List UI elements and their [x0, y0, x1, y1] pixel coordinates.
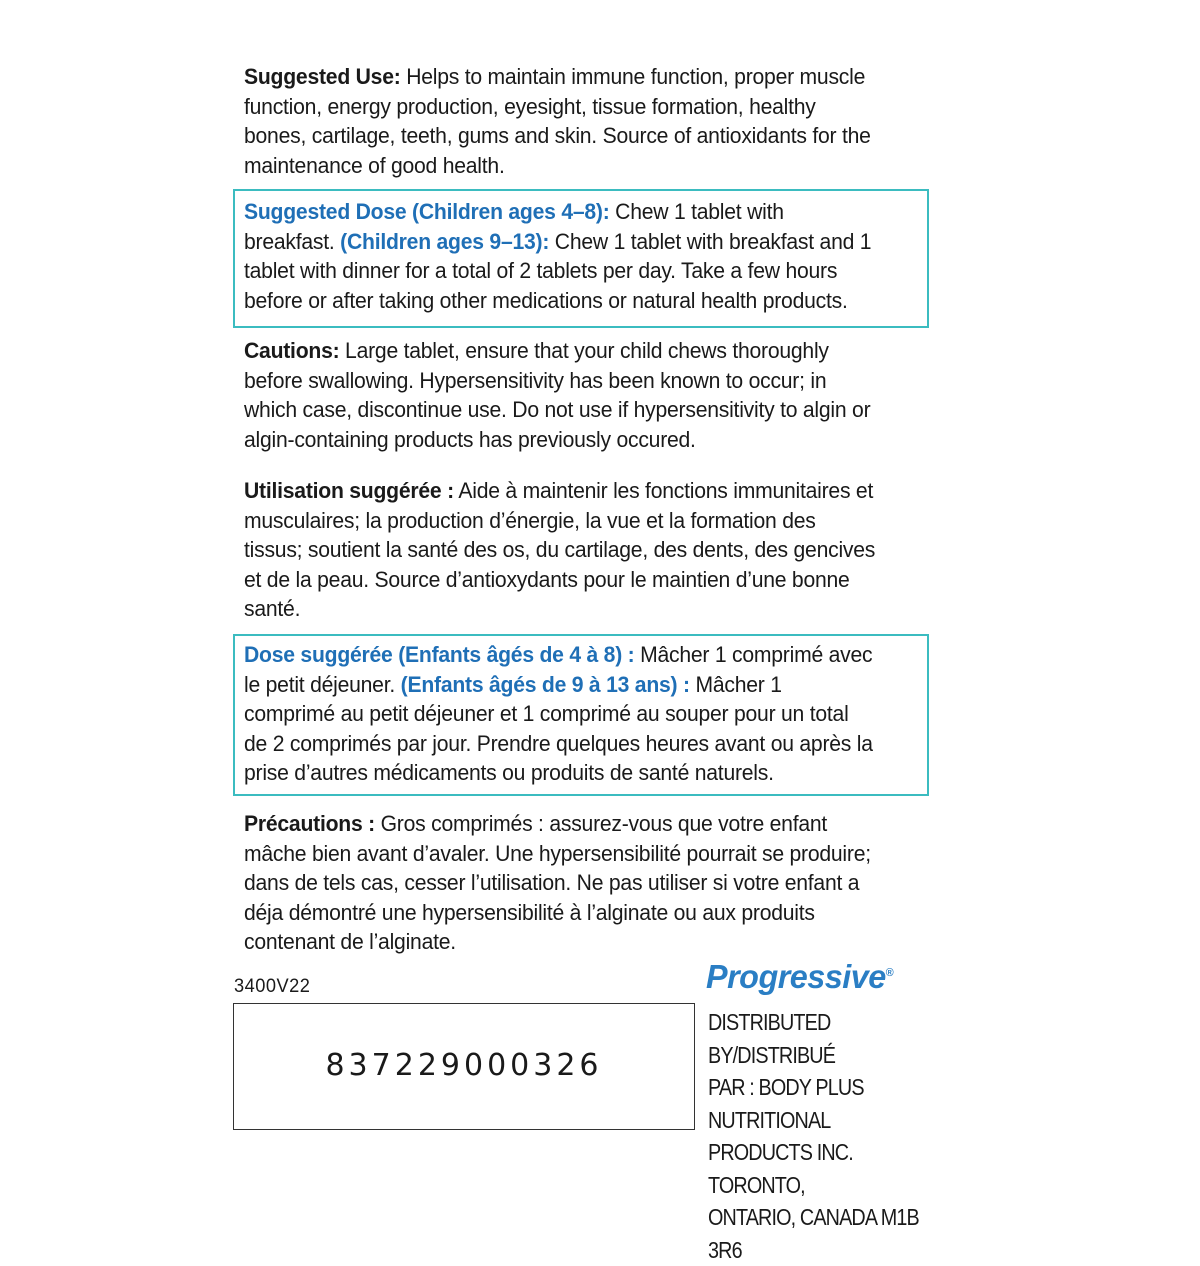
suggested-use-label: Suggested Use:	[244, 64, 401, 89]
dose-suggeree-text-9-13: Mâcher 1 comprimé au petit déjeuner et 1 comprimé au souper pour un total de 2 comprimés par jour. Prendre quelques heures avant ou après la prise d’autres médicaments ou produits de santé naturels.	[244, 671, 873, 786]
distributor-info	[708, 1006, 940, 1266]
registered-mark: ®	[885, 967, 894, 979]
dose-suggeree-label-4-8: Dose suggérée (Enfants âgés de 4 à 8) :	[244, 642, 635, 667]
utilisation-label: Utilisation suggérée :	[244, 478, 454, 503]
utilisation-text: Aide à maintenir les fonctions immunitaires et musculaires; la production d’énergie, la vue et la formation des tissus; soutient la santé des os, du cartilage, des dents, des gencives et de la peau. Source d’antioxydants pour le maintien d’une bonne santé.	[244, 478, 876, 622]
suggested-dose-text-9-13: Chew 1 tablet with breakfast and 1 tablet with dinner for a total of 2 tablets per day. Take a few hours before or after taking other medications or natural health products.	[244, 228, 872, 313]
utilisation-paragraph	[244, 476, 876, 624]
distributor-line: PAR : BODY PLUS NUTRITIONAL	[708, 1074, 864, 1133]
cautions-paragraph	[244, 336, 876, 454]
suggested-dose-text-4-8: Chew 1 tablet with breakfast.	[244, 199, 784, 254]
suggested-dose-label-children-9-13: (Children ages 9–13):	[340, 228, 550, 254]
precautions-paragraph	[244, 809, 876, 957]
suggested-use-text: Helps to maintain immune function, proper muscle function, energy production, eyesight, tissue formation, healthy bones, cartilage, teeth, gums and skin. Source of antioxidants for the maintenance of good health.	[244, 64, 871, 178]
brand-name: Progressive	[706, 958, 886, 995]
precautions-text: Gros comprimés : assurez-vous que votre enfant mâche bien avant d’avaler. Une hypersensibilité pourrait se produire; dans de tels cas, cesser l’utilisation. Ne pas utiliser si votre enfant a déja démontré une hypersensibilité à l’alginate ou aux produits contenant de l’alginate.	[244, 811, 871, 955]
cautions-label: Cautions:	[244, 338, 340, 363]
suggested-dose-label-children-4-8: Suggested Dose (Children ages 4–8):	[244, 199, 610, 224]
dose-suggeree-text-4-8: Mâcher 1 comprimé avec le petit déjeuner.	[244, 642, 873, 697]
dose-suggeree-label-9-13: (Enfants âgés de 9 à 13 ans) :	[400, 671, 690, 697]
barcode-number: 837229000326	[325, 1048, 603, 1083]
suggested-use-paragraph	[244, 62, 876, 180]
barcode-box	[233, 1003, 695, 1130]
progressive-logo	[706, 958, 893, 996]
suggested-dose-paragraph	[244, 197, 876, 315]
distributor-line: DISTRIBUTED BY/DISTRIBUÉ	[708, 1009, 836, 1068]
product-code: 3400V22	[234, 976, 311, 997]
dose-suggeree-paragraph	[244, 640, 876, 788]
cautions-text: Large tablet, ensure that your child chews thoroughly before swallowing. Hypersensitivity has been known to occur; in which case, discontinue use. Do not use if hypersensitivity to algin or algin-containing products has previously occured.	[244, 338, 871, 452]
distributor-line: ONTARIO, CANADA M1B 3R6	[708, 1204, 919, 1263]
precautions-label: Précautions :	[244, 811, 375, 836]
distributor-line: PRODUCTS INC. TORONTO,	[708, 1139, 853, 1198]
